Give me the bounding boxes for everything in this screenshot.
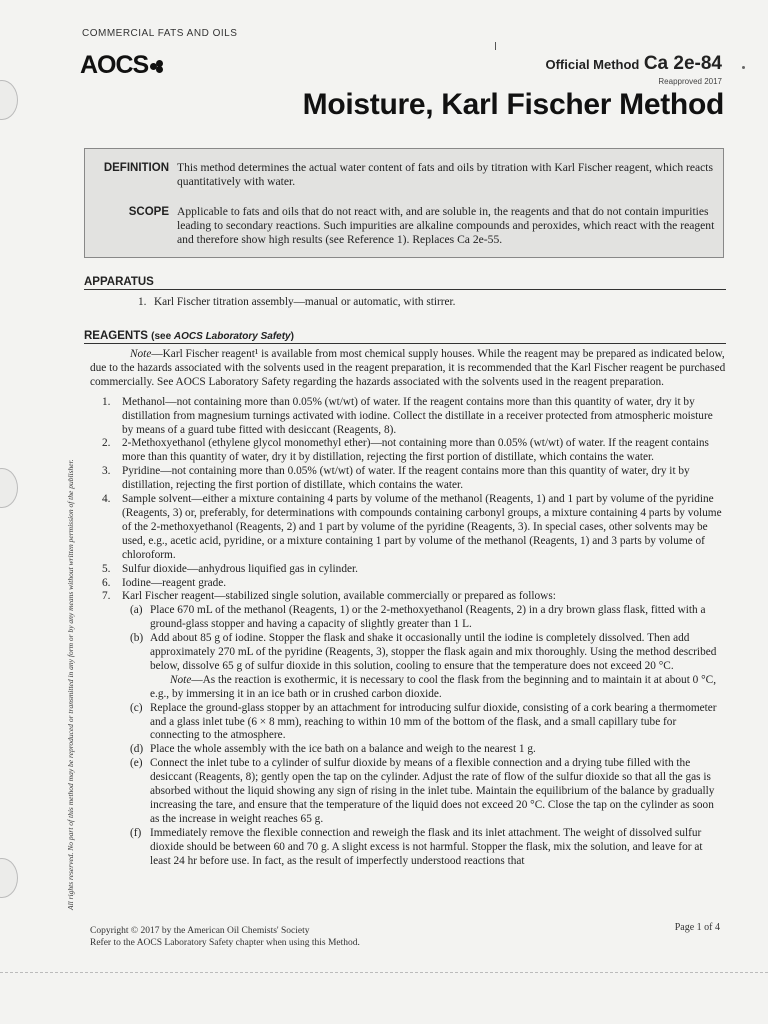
note-text: —Karl Fischer reagent¹ is available from most chemical supply houses. While the reagent may be prepared as indicated below, due to the hazards associated with the solvents used in the reagent preparation, it is recommended that the Karl Fischer reagent be purchased commercially. See AOCS Laboratory Safety regarding the hazards associated with the solvents used in the reagent preparation.: [90, 348, 726, 388]
item-text: 2-Methoxyethanol (ethylene glycol monomethyl ether)—not containing more than 0.05% (wt/wt) of water. If the reagent contains more than this quantity of water, dry it by distillation, rejecting the first portion of distillate, which contains the water.: [122, 437, 709, 464]
list-item: [90, 437, 726, 465]
sub-item-letter: (d): [130, 743, 144, 756]
list-item: [90, 563, 726, 577]
item-number: 4.: [102, 493, 111, 506]
sub-item-text: Place 670 mL of the methanol (Reagents, 1) or the 2-methoxyethanol (Reagents, 2) in a dry brown glass flask, fitted with a ground-glass stopper and having a capacity of slightly greater than 1 L.: [150, 604, 706, 631]
reagents-body: [90, 348, 726, 869]
list-item: [90, 396, 726, 438]
scan-edge: [0, 972, 768, 973]
heading-note-link: AOCS Laboratory Safety: [173, 331, 291, 342]
scan-mark: [495, 42, 496, 50]
sub-item-letter: (e): [130, 757, 143, 770]
item-text: Sample solvent—either a mixture containing 4 parts by volume of the methanol (Reagents, 1) and 1 part by volume of the pyridine (Reagents, 3) or, preferably, for determinations with compounds containing carbonyl groups, a mixture containing 4 parts by volume of the 2-methoxyethanol (Reagents, 2) and 1 part by volume of the pyridine (Reagents, 3). In special cases, other solvents may be used, e.g., acetic acid, pyridine, or a mixture containing 1 part by volume of the methanol (Reagents, 1) and 3 parts by volume of chloroform.: [122, 493, 722, 561]
scope-label: SCOPE: [128, 206, 169, 218]
scope-text: Applicable to fats and oils that do not react with, and are soluble in, the reagents and that do not contain impurities leading to secondary reactions. Such impurities are alkaline compounds and peroxides, which react with the reagent and therefore show high results (see Reference 1). Replaces Ca 2e-55.: [177, 205, 715, 246]
sub-item: [90, 604, 726, 632]
sub-item-text: Add about 85 g of iodine. Stopper the flask and shake it occasionally until the iodine is completely dissolved. Then add approximately 270 mL of the pyridine (Reagents, 3), stopper the flask again and mix thoroughly. Using the method described below, dissolve 65 g of sulfur dioxide in this solution, cooling to ensure that the temperature does not exceed 20 °C.: [150, 632, 717, 672]
item-number: 6.: [102, 576, 111, 589]
item-number: 2.: [102, 437, 111, 450]
item-text: Karl Fischer titration assembly—manual or automatic, with stirrer.: [154, 296, 456, 308]
sub-item-letter: (c): [130, 701, 143, 714]
logo-mark-icon: [150, 60, 166, 72]
copyright-text: Copyright © 2017 by the American Oil Chemists' Society: [90, 926, 310, 936]
punch-hole-middle: [0, 468, 18, 508]
method-designation: [545, 53, 722, 75]
sub-item-text: Replace the ground-glass stopper by an attachment for introducing sulfur dioxide, consisting of a cork bearing a thermometer and a glass inlet tube (6 × 8 mm), reaching to within 10 mm of the bottom of the flask, and a small capillary tube for connecting to the atmosphere.: [150, 701, 717, 742]
punch-hole-top: [0, 80, 18, 120]
list-item: [90, 590, 726, 604]
apparatus-heading-text: APPARATUS: [84, 276, 154, 288]
logo-text: AOCS: [80, 51, 149, 79]
definition-row: [93, 161, 715, 191]
sub-item: [90, 827, 726, 869]
sub-item-letter: (b): [130, 632, 144, 645]
sub-item: [90, 743, 726, 757]
sub-item-letter: (f): [130, 826, 142, 839]
item-text: Karl Fischer reagent—stabilized single solution, available commercially or prepared as follows:: [122, 590, 556, 603]
list-item: [90, 493, 726, 563]
item-text: Sulfur dioxide—anhydrous liquified gas in cylinder.: [122, 562, 358, 575]
list-item: [90, 465, 726, 493]
sub-item-text: Connect the inlet tube to a cylinder of sulfur dioxide by means of a flexible connection and a drying tube filled with the desiccant (Reagents, 8); gently open the tap on the cylinder. Adjust the rate of flow of the sulfur dioxide so that all the gas is absorbed without the liquid showing any sign of rising in the inlet tube. Maintain the equilibrium of the balance by gradually increasing the tare, and ensure that the temperature of the liquid does not exceed 20 °C. Close the tap on the cylinder as soon as the increase in weight reaches 65 g.: [150, 757, 715, 825]
safety-reference: Refer to the AOCS Laboratory Safety chapter when using this Method.: [90, 938, 360, 948]
item-number: 5.: [102, 562, 111, 575]
reapproved-date: Reapproved 2017: [658, 77, 722, 86]
method-label: Official Method: [545, 57, 640, 72]
item-text: Pyridine—not containing more than 0.05% (wt/wt) of water. If the reagent contains more than this quantity of water, dry it by distillation, rejecting the first portion of distillate, which contains the water.: [122, 465, 690, 492]
apparatus-list: [90, 296, 726, 310]
list-item: [90, 296, 726, 310]
apparatus-heading: [84, 276, 726, 290]
footer-notes: [90, 925, 360, 949]
reagents-heading: [84, 330, 726, 344]
list-item: [90, 577, 726, 591]
item-number: 1.: [138, 296, 147, 308]
sub-item-letter: (a): [130, 604, 143, 617]
reagents-note: [90, 348, 726, 390]
punch-hole-bottom: [0, 858, 18, 898]
definition-label: DEFINITION: [103, 162, 169, 174]
sub-item: [90, 632, 726, 702]
note-text: —As the reaction is exothermic, it is necessary to cool the flask from the beginning and to maintain it at about 0 °C, e.g., by immersing it in an ice bath or in crushed carbon dioxide.: [150, 673, 717, 700]
sub-item: [90, 702, 726, 744]
method-code: Ca 2e-84: [643, 53, 722, 74]
heading-note-suffix: ): [290, 331, 294, 342]
item-number: 3.: [102, 465, 111, 478]
sub-item-text: Immediately remove the flexible connection and reweigh the flask and its inlet attachment. The weight of dissolved sulfur dioxide should be between 60 and 70 g. A slight excess is not harmful. Stopper the flask, mix the solution, and leave for at least 24 hr before use. In fact, as the result of imperfectly understood reactions that: [150, 826, 703, 867]
sub-item: [90, 757, 726, 827]
aocs-logo: [80, 51, 166, 80]
sub-item-note: [150, 674, 726, 702]
page-number: Page 1 of 4: [674, 922, 720, 933]
page-title: Moisture, Karl Fischer Method: [302, 88, 724, 121]
definition-scope-box: [84, 148, 724, 258]
rights-sidebar: All rights reserved. No part of this method may be reproduced or transmitted in any form or by any means without written permission of the publisher.: [66, 459, 75, 910]
note-label: Note: [130, 348, 152, 360]
series-label: COMMERCIAL FATS AND OILS: [82, 28, 238, 39]
definition-text: This method determines the actual water content of fats and oils by titration with Karl Fischer reagent, which reacts quantitatively with water.: [177, 161, 714, 188]
note-label: Note: [170, 673, 192, 686]
reagents-heading-note: [151, 331, 294, 342]
sub-item-text: Place the whole assembly with the ice bath on a balance and weigh to the nearest 1 g.: [150, 743, 536, 756]
item-text: Iodine—reagent grade.: [122, 576, 227, 589]
heading-note-prefix: (see: [151, 331, 174, 342]
item-number: 1.: [102, 395, 111, 408]
reagents-heading-text: REAGENTS: [84, 330, 148, 342]
item-text: Methanol—not containing more than 0.05% (wt/wt) of water. If the reagent contains more than this quantity of water, dry it by distillation from magnesium turnings activated with iodine. Collect the distillate in a receiver protected from atmospheric moisture by means of a guard tube fitted with desiccant (Reagents, 8).: [122, 395, 713, 436]
item-number: 7.: [102, 590, 111, 603]
scan-mark: [742, 66, 745, 69]
